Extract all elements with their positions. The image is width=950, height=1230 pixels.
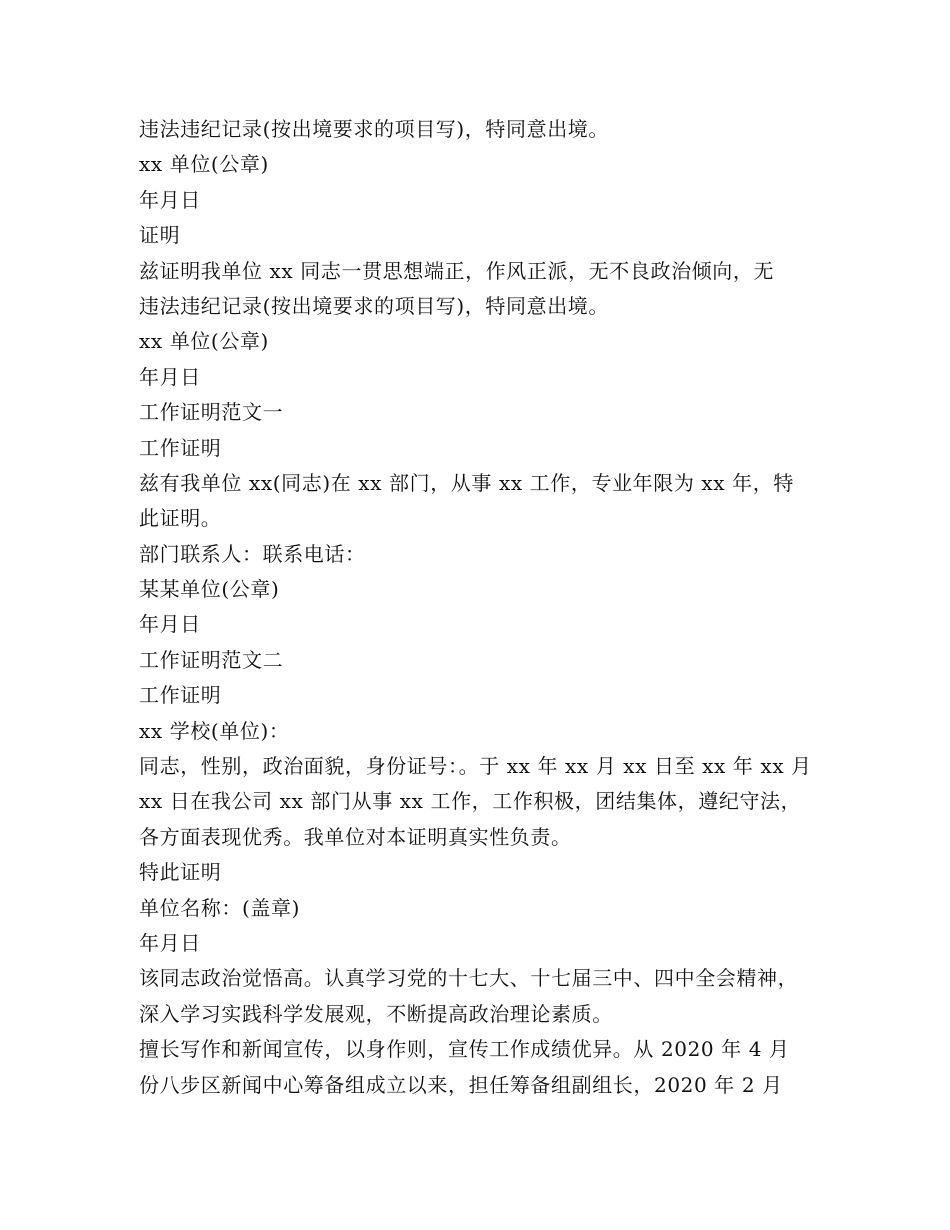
text-line: 年月日 (139, 612, 201, 637)
text-line: 违法违纪记录(按出境要求的项目写)，特同意出境。 (139, 117, 610, 141)
text-line: 各方面表现优秀。我单位对本证明真实性负责。 (139, 824, 572, 849)
text-line: 此证明。 (139, 506, 222, 531)
text-line: 同志，性别，政治面貌，身份证号：。于 xx 年 xx 月 xx 日至 xx 年 xx 月 (139, 754, 812, 779)
text-line: 特此证明 (139, 860, 222, 885)
text-line: 部门联系人：联系电话： (139, 541, 366, 566)
text-line: xx 单位(公章) (139, 152, 269, 177)
section-heading: 工作证明范文一 (139, 400, 284, 425)
section-heading: 工作证明 (139, 435, 222, 460)
text-line: xx 日在我公司 xx 部门从事 xx 工作，工作积极，团结集体，遵纪守法， (139, 789, 802, 814)
text-line: 年月日 (139, 364, 201, 389)
text-line: 该同志政治觉悟高。认真学习党的十七大、十七届三中、四中全会精神， (139, 966, 799, 991)
text-line: 某某单位(公章) (139, 577, 280, 602)
text-line: 擅长写作和新闻宣传，以身作则，宣传工作成绩优异。从 2020 年 4 月 (139, 1037, 790, 1062)
text-line: 单位名称：(盖章) (139, 895, 301, 920)
text-line: 年月日 (139, 187, 201, 212)
text-line: 兹有我单位 xx(同志)在 xx 部门，从事 xx 工作，专业年限为 xx 年，特 (139, 470, 794, 495)
text-line: 份八步区新闻中心筹备组成立以来，担任筹备组副组长，2020 年 2 月 (139, 1072, 783, 1097)
text-line: 年月日 (139, 930, 201, 955)
text-line: xx 学校(单位)： (139, 718, 290, 743)
text-line: 深入学习实践科学发展观，不断提高政治理论素质。 (139, 1001, 613, 1026)
text-line: xx 单位(公章) (139, 329, 269, 354)
text-line: 违法违纪记录(按出境要求的项目写)，特同意出境。 (139, 293, 610, 318)
document-body (139, 112, 829, 1103)
section-heading: 工作证明范文二 (139, 647, 284, 672)
section-heading: 工作证明 (139, 683, 222, 708)
section-heading: 证明 (139, 223, 181, 248)
text-line: 兹证明我单位 xx 同志一贯思想端正，作风正派，无不良政治倾向，无 (139, 258, 775, 283)
